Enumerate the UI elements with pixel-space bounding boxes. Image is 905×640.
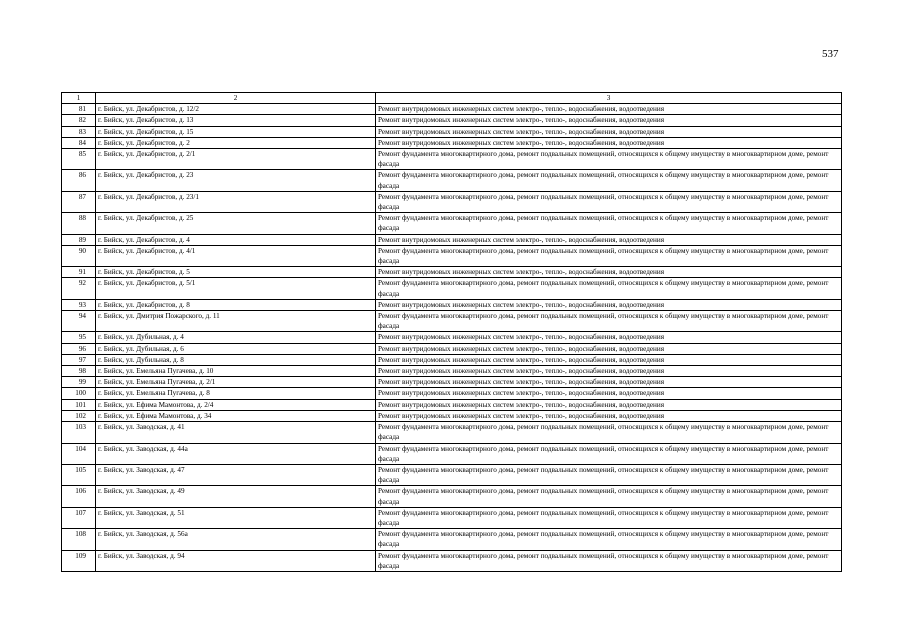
row-address-cell: г. Бийск, ул. Декабристов, д. 23/1 xyxy=(96,191,376,212)
row-work-cell: Ремонт фундамента многоквартирного дома, ремонт подвальных помещений, относящихся к общему имуществу в многоквартирном доме, ремонт фасада xyxy=(376,245,842,266)
row-work-cell: Ремонт фундамента многоквартирного дома, ремонт подвальных помещений, относящихся к общему имуществу в многоквартирном доме, ремонт фасада xyxy=(376,443,842,464)
row-work-cell: Ремонт фундамента многоквартирного дома, ремонт подвальных помещений, относящихся к общему имуществу в многоквартирном доме, ремонт фасада xyxy=(376,149,842,170)
table-row xyxy=(62,267,842,278)
row-work-cell: Ремонт внутридомовых инженерных систем электро-, тепло-, водоснабжения, водоотведения xyxy=(376,137,842,148)
row-number-cell: 95 xyxy=(62,332,96,343)
table-row xyxy=(62,126,842,137)
row-address-cell: г. Бийск, ул. Декабристов, д. 5/1 xyxy=(96,278,376,299)
row-address-cell: г. Бийск, ул. Заводская, д. 44а xyxy=(96,443,376,464)
row-number-cell: 86 xyxy=(62,170,96,191)
table-row xyxy=(62,149,842,170)
table-header-row xyxy=(62,93,842,104)
row-number-cell: 97 xyxy=(62,354,96,365)
repair-registry-table xyxy=(61,92,842,572)
table-row xyxy=(62,366,842,377)
row-number-cell: 100 xyxy=(62,388,96,399)
row-work-cell: Ремонт внутридомовых инженерных систем электро-, тепло-, водоснабжения, водоотведения xyxy=(376,377,842,388)
row-number-cell: 94 xyxy=(62,311,96,332)
table-row xyxy=(62,399,842,410)
row-work-cell: Ремонт внутридомовых инженерных систем электро-, тепло-, водоснабжения, водоотведения xyxy=(376,299,842,310)
row-work-cell: Ремонт внутридомовых инженерных систем электро-, тепло-, водоснабжения, водоотведения xyxy=(376,388,842,399)
table-row xyxy=(62,170,842,191)
column-header-address: 2 xyxy=(96,93,376,104)
row-number-cell: 93 xyxy=(62,299,96,310)
row-address-cell: г. Бийск, ул. Заводская, д. 49 xyxy=(96,486,376,507)
table-row xyxy=(62,332,842,343)
row-address-cell: г. Бийск, ул. Декабристов, д. 15 xyxy=(96,126,376,137)
table-row xyxy=(62,464,842,485)
row-number-cell: 87 xyxy=(62,191,96,212)
table-row xyxy=(62,213,842,234)
row-address-cell: г. Бийск, ул. Дубильная, д. 4 xyxy=(96,332,376,343)
row-number-cell: 104 xyxy=(62,443,96,464)
row-work-cell: Ремонт внутридомовых инженерных систем электро-, тепло-, водоснабжения, водоотведения xyxy=(376,410,842,421)
row-work-cell: Ремонт внутридомовых инженерных систем электро-, тепло-, водоснабжения, водоотведения xyxy=(376,343,842,354)
row-address-cell: г. Бийск, ул. Декабристов, д. 12/2 xyxy=(96,104,376,115)
row-work-cell: Ремонт фундамента многоквартирного дома, ремонт подвальных помещений, относящихся к общему имуществу в многоквартирном доме, ремонт фасада xyxy=(376,213,842,234)
row-work-cell: Ремонт внутридомовых инженерных систем электро-, тепло-, водоснабжения, водоотведения xyxy=(376,332,842,343)
table-row xyxy=(62,443,842,464)
table-row xyxy=(62,377,842,388)
row-address-cell: г. Бийск, ул. Декабристов, д. 5 xyxy=(96,267,376,278)
row-work-cell: Ремонт фундамента многоквартирного дома, ремонт подвальных помещений, относящихся к общему имуществу в многоквартирном доме, ремонт фасада xyxy=(376,529,842,550)
row-number-cell: 82 xyxy=(62,115,96,126)
row-work-cell: Ремонт фундамента многоквартирного дома, ремонт подвальных помещений, относящихся к общему имуществу в многоквартирном доме, ремонт фасада xyxy=(376,191,842,212)
row-address-cell: г. Бийск, ул. Заводская, д. 51 xyxy=(96,507,376,528)
table-row xyxy=(62,388,842,399)
row-number-cell: 92 xyxy=(62,278,96,299)
row-work-cell: Ремонт фундамента многоквартирного дома, ремонт подвальных помещений, относящихся к общему имуществу в многоквартирном доме, ремонт фасада xyxy=(376,550,842,571)
row-number-cell: 98 xyxy=(62,366,96,377)
row-number-cell: 88 xyxy=(62,213,96,234)
row-number-cell: 90 xyxy=(62,245,96,266)
row-address-cell: г. Бийск, ул. Декабристов, д. 4 xyxy=(96,234,376,245)
table-row xyxy=(62,550,842,571)
row-work-cell: Ремонт фундамента многоквартирного дома, ремонт подвальных помещений, относящихся к общему имуществу в многоквартирном доме, ремонт фасада xyxy=(376,278,842,299)
table-row xyxy=(62,343,842,354)
row-address-cell: г. Бийск, ул. Декабристов, д. 8 xyxy=(96,299,376,310)
row-number-cell: 108 xyxy=(62,529,96,550)
row-number-cell: 107 xyxy=(62,507,96,528)
table-row xyxy=(62,278,842,299)
row-address-cell: г. Бийск, ул. Декабристов, д. 2/1 xyxy=(96,149,376,170)
row-number-cell: 102 xyxy=(62,410,96,421)
row-number-cell: 89 xyxy=(62,234,96,245)
table-row xyxy=(62,234,842,245)
row-address-cell: г. Бийск, ул. Дубильная, д. 8 xyxy=(96,354,376,365)
row-number-cell: 105 xyxy=(62,464,96,485)
row-number-cell: 81 xyxy=(62,104,96,115)
row-address-cell: г. Бийск, ул. Декабристов, д. 4/1 xyxy=(96,245,376,266)
table-row xyxy=(62,104,842,115)
row-address-cell: г. Бийск, ул. Ефима Мамонтова, д. 2/4 xyxy=(96,399,376,410)
row-address-cell: г. Бийск, ул. Декабристов, д. 2 xyxy=(96,137,376,148)
row-work-cell: Ремонт внутридомовых инженерных систем электро-, тепло-, водоснабжения, водоотведения xyxy=(376,267,842,278)
table-body xyxy=(62,93,842,572)
column-header-work: 3 xyxy=(376,93,842,104)
table-row xyxy=(62,529,842,550)
table-row xyxy=(62,245,842,266)
row-work-cell: Ремонт внутридомовых инженерных систем электро-, тепло-, водоснабжения, водоотведения xyxy=(376,115,842,126)
row-number-cell: 99 xyxy=(62,377,96,388)
table-row xyxy=(62,354,842,365)
row-address-cell: г. Бийск, ул. Дубильная, д. 6 xyxy=(96,343,376,354)
row-address-cell: г. Бийск, ул. Заводская, д. 56а xyxy=(96,529,376,550)
table-row xyxy=(62,422,842,443)
table-row xyxy=(62,299,842,310)
row-work-cell: Ремонт внутридомовых инженерных систем электро-, тепло-, водоснабжения, водоотведения xyxy=(376,366,842,377)
row-address-cell: г. Бийск, ул. Ефима Мамонтова, д. 34 xyxy=(96,410,376,421)
row-address-cell: г. Бийск, ул. Декабристов, д. 25 xyxy=(96,213,376,234)
row-address-cell: г. Бийск, ул. Декабристов, д. 13 xyxy=(96,115,376,126)
row-number-cell: 84 xyxy=(62,137,96,148)
row-number-cell: 109 xyxy=(62,550,96,571)
table-row xyxy=(62,137,842,148)
table-row xyxy=(62,507,842,528)
row-address-cell: г. Бийск, ул. Емельяна Пугачева, д. 10 xyxy=(96,366,376,377)
row-number-cell: 96 xyxy=(62,343,96,354)
row-address-cell: г. Бийск, ул. Дмитрия Пожарского, д. 11 xyxy=(96,311,376,332)
row-number-cell: 83 xyxy=(62,126,96,137)
row-work-cell: Ремонт внутридомовых инженерных систем электро-, тепло-, водоснабжения, водоотведения xyxy=(376,234,842,245)
row-work-cell: Ремонт внутридомовых инженерных систем электро-, тепло-, водоснабжения, водоотведения xyxy=(376,104,842,115)
row-address-cell: г. Бийск, ул. Заводская, д. 41 xyxy=(96,422,376,443)
row-work-cell: Ремонт фундамента многоквартирного дома, ремонт подвальных помещений, относящихся к общему имуществу в многоквартирном доме, ремонт фасада xyxy=(376,311,842,332)
page-number: 537 xyxy=(822,48,839,60)
row-address-cell: г. Бийск, ул. Емельяна Пугачева, д. 8 xyxy=(96,388,376,399)
column-header-number: 1 xyxy=(62,93,96,104)
table-row xyxy=(62,486,842,507)
row-work-cell: Ремонт внутридомовых инженерных систем электро-, тепло-, водоснабжения, водоотведения xyxy=(376,126,842,137)
row-work-cell: Ремонт фундамента многоквартирного дома, ремонт подвальных помещений, относящихся к общему имуществу в многоквартирном доме, ремонт фасада xyxy=(376,464,842,485)
row-address-cell: г. Бийск, ул. Заводская, д. 47 xyxy=(96,464,376,485)
row-number-cell: 85 xyxy=(62,149,96,170)
row-work-cell: Ремонт фундамента многоквартирного дома, ремонт подвальных помещений, относящихся к общему имуществу в многоквартирном доме, ремонт фасада xyxy=(376,422,842,443)
row-work-cell: Ремонт фундамента многоквартирного дома, ремонт подвальных помещений, относящихся к общему имуществу в многоквартирном доме, ремонт фасада xyxy=(376,507,842,528)
row-number-cell: 103 xyxy=(62,422,96,443)
row-work-cell: Ремонт внутридомовых инженерных систем электро-, тепло-, водоснабжения, водоотведения xyxy=(376,354,842,365)
table-row xyxy=(62,311,842,332)
row-address-cell: г. Бийск, ул. Декабристов, д. 23 xyxy=(96,170,376,191)
row-address-cell: г. Бийск, ул. Заводская, д. 94 xyxy=(96,550,376,571)
table-row xyxy=(62,410,842,421)
row-number-cell: 91 xyxy=(62,267,96,278)
table-row xyxy=(62,191,842,212)
row-number-cell: 106 xyxy=(62,486,96,507)
table-row xyxy=(62,115,842,126)
row-number-cell: 101 xyxy=(62,399,96,410)
row-address-cell: г. Бийск, ул. Емельяна Пугачева, д. 2/1 xyxy=(96,377,376,388)
row-work-cell: Ремонт фундамента многоквартирного дома, ремонт подвальных помещений, относящихся к общему имуществу в многоквартирном доме, ремонт фасада xyxy=(376,486,842,507)
row-work-cell: Ремонт фундамента многоквартирного дома, ремонт подвальных помещений, относящихся к общему имуществу в многоквартирном доме, ремонт фасада xyxy=(376,170,842,191)
row-work-cell: Ремонт внутридомовых инженерных систем электро-, тепло-, водоснабжения, водоотведения xyxy=(376,399,842,410)
